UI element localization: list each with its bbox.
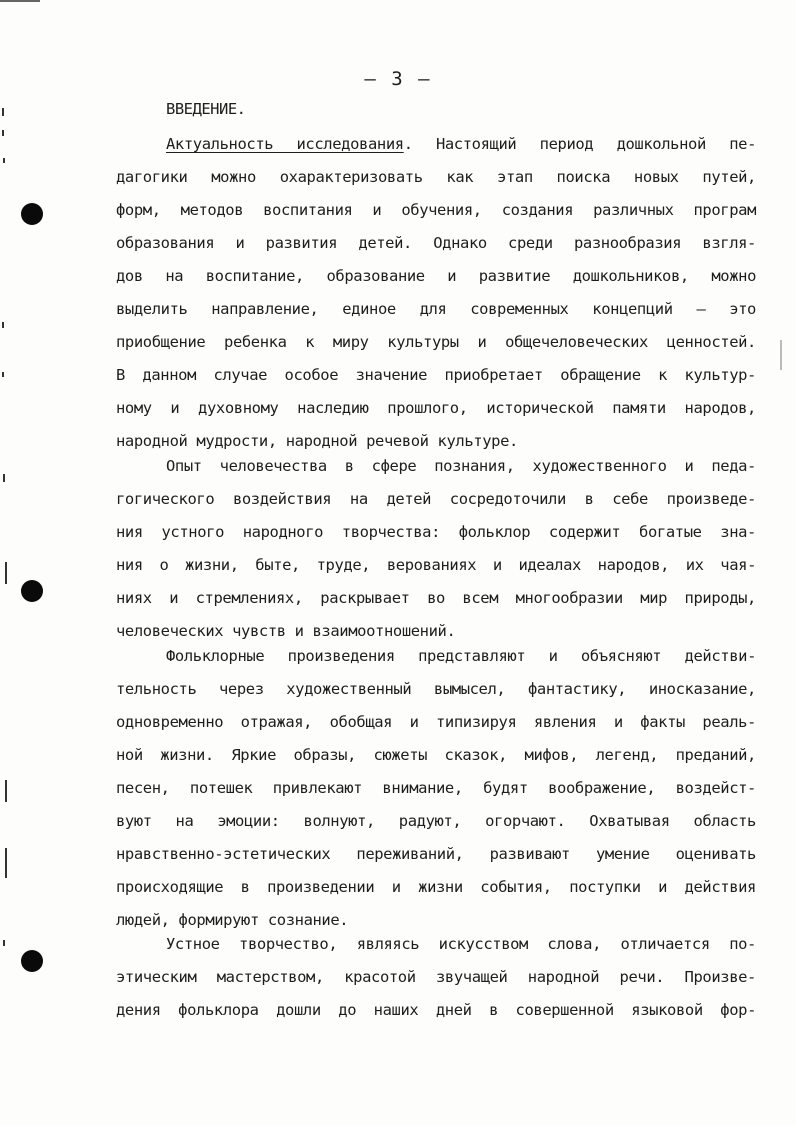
section-heading: ВВЕДЕНИЕ.: [166, 100, 246, 118]
margin-mark: [2, 130, 4, 136]
punch-hole-top: [21, 203, 43, 225]
text-line: дагогики можно охарактеризовать как этап поиска новых путей,: [116, 168, 756, 186]
paragraph-oral-creativity: [116, 928, 756, 1027]
text-line: нравственно-эстетических переживаний, развивают умение оценивать: [116, 845, 756, 863]
underlined-term: Актуальность исследования: [166, 135, 404, 153]
text-line: одновременно отражая, обобщая и типизируя явления и факты реаль-: [116, 713, 756, 731]
margin-mark: [3, 474, 5, 482]
paragraph-relevance: [116, 128, 756, 458]
margin-mark: [5, 780, 7, 802]
text-line: народной мудрости, народной речевой культуре.: [116, 432, 518, 450]
margin-mark: [2, 108, 4, 116]
margin-mark: [5, 848, 7, 878]
text-line: Фольклорные произведения представляют и объясняют действи-: [166, 647, 756, 665]
text-line: дов на воспитание, образование и развитие дошкольников, можно: [116, 267, 756, 285]
text-line: ниях и стремлениях, раскрывает во всем многообразии мир природы,: [116, 589, 756, 607]
text-line: ной жизни. Яркие образы, сюжеты сказок, мифов, легенд, преданий,: [116, 746, 756, 764]
text-line: песен, потешек привлекают внимание, будят воображение, воздейст-: [116, 779, 756, 797]
punch-hole-middle: [21, 580, 43, 602]
text-line: происходящие в произведении и жизни события, поступки и действия: [116, 878, 756, 896]
text-line: тельность через художественный вымысел, фантастику, иносказание,: [116, 680, 756, 698]
margin-mark: [3, 158, 5, 163]
margin-mark: [2, 322, 4, 328]
text-line: человеческих чувств и взаимоотношений.: [116, 622, 456, 640]
text-line: ния о жизни, быте, труде, верованиях и идеалах народов, их чая-: [116, 556, 756, 574]
paragraph-folklore-works: [116, 640, 756, 937]
text-line: вуют на эмоции: волнуют, радуют, огорчают. Охватывая область: [116, 812, 756, 830]
text-line: Опыт человечества в сфере познания, художественного и педа-: [166, 457, 756, 475]
text-line: форм, методов воспитания и обучения, создания различных програм: [116, 201, 756, 219]
margin-mark: [780, 340, 782, 370]
paragraph-folklore-experience: [116, 450, 756, 648]
text-line: образования и развития детей. Однако среди разнообразия взгля-: [116, 234, 756, 252]
text-line: Актуальность исследования. Настоящий период дошкольной пе-: [166, 135, 756, 153]
text-line: дения фольклора дошли до наших дней в совершенной языковой фор-: [116, 1001, 756, 1019]
margin-mark: [2, 372, 4, 377]
text-line: ному и духовному наследию прошлого, исторической памяти народов,: [116, 399, 756, 417]
text-line: выделить направление, единое для современных концепций – это: [116, 300, 756, 318]
text-line: гогического воздействия на детей сосредоточили в себе произведе-: [116, 490, 756, 508]
margin-mark: [3, 940, 5, 946]
text-line: людей, формируют сознание.: [116, 911, 349, 929]
margin-mark: [5, 562, 7, 584]
text-line: этическим мастерством, красотой звучащей народной речи. Произве-: [116, 968, 756, 986]
text-line: Устное творчество, являясь искусством слова, отличается по-: [166, 935, 756, 953]
text-line: ния устного народного творчества: фольклор содержит богатые зна-: [116, 523, 756, 541]
page-number: – 3 –: [364, 68, 432, 90]
text-line: В данном случае особое значение приобретает обращение к культур-: [116, 366, 756, 384]
punch-hole-bottom: [21, 950, 43, 972]
text-line: приобщение ребенка к миру культуры и общечеловеческих ценностей.: [116, 333, 756, 351]
scan-edge-mark: [0, 0, 40, 2]
